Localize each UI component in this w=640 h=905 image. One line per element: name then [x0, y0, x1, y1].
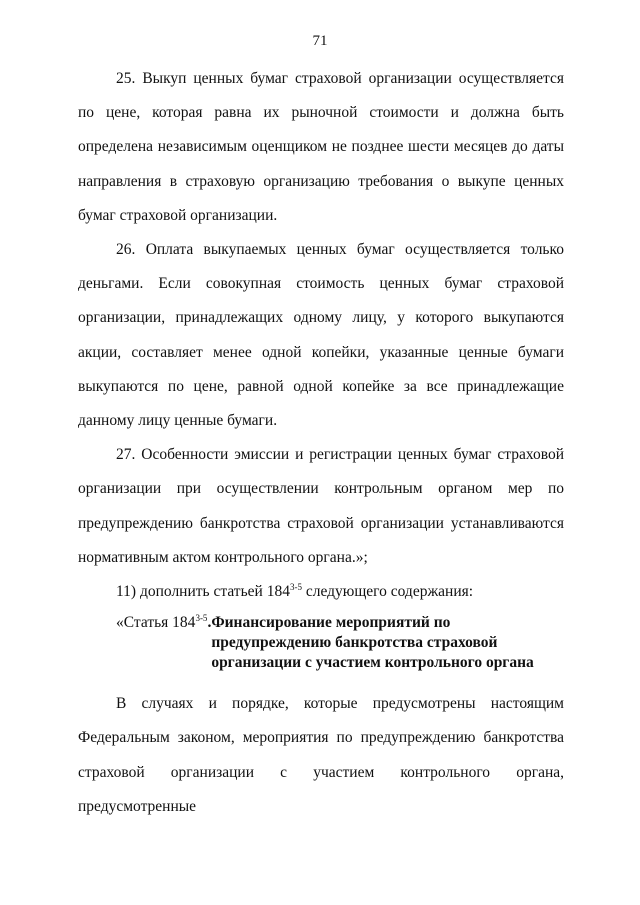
article-dot: .	[207, 614, 212, 632]
paragraph-25: 25. Выкуп ценных бумаг страховой организации осуществляется по цене, которая равна их рыночной стоимости и должна быть определена независимым оценщиком не позднее шести месяцев до даты направления в страховую организацию требования о выкупе ценных бумаг страховой организации.	[78, 70, 564, 224]
amendment-suffix: следующего содержания:	[301, 583, 474, 601]
article-title	[211, 613, 533, 673]
page-number: 71	[312, 33, 328, 49]
article-label-group	[78, 613, 211, 673]
article-title-line-2: предупреждению банкротства страховой	[211, 634, 498, 652]
article-superscript: 3-5	[195, 613, 208, 624]
paragraph-27: 27. Особенности эмиссии и регистрации ценных бумаг страховой организации при осуществлении контрольным органом мер по предупреждению банкротства страховой организации устанавливаются нормативным актом контрольного органа.»;	[78, 446, 564, 566]
article-title-line-3: организации с участием контрольного органа	[211, 654, 534, 672]
document-body	[78, 62, 564, 824]
article-body-paragraph: В случаях и порядке, которые предусмотрены настоящим Федеральным законом, мероприятия по предупреждению банкротства страховой организации с участием контрольного органа, предусмотренные	[78, 695, 564, 815]
article-title-line-1: Финансирование мероприятий по	[211, 614, 451, 632]
amendment-prefix: 11) дополнить статьей 184	[116, 583, 290, 601]
article-heading	[78, 613, 564, 673]
paragraph-26: 26. Оплата выкупаемых ценных бумаг осуществляется только деньгами. Если совокупная стоимость ценных бумаг страховой организации, принадлежащих одному лицу, у которого выкупаются акции, составляет менее одной копейки, указанные ценные бумаги выкупаются по цене, равной одной копейке за все принадлежащие данному лицу ценные бумаги.	[78, 241, 564, 430]
amendment-superscript: 3-5	[289, 582, 302, 593]
article-label: «Статья 184	[116, 614, 196, 632]
amendment-item-11	[78, 575, 564, 609]
